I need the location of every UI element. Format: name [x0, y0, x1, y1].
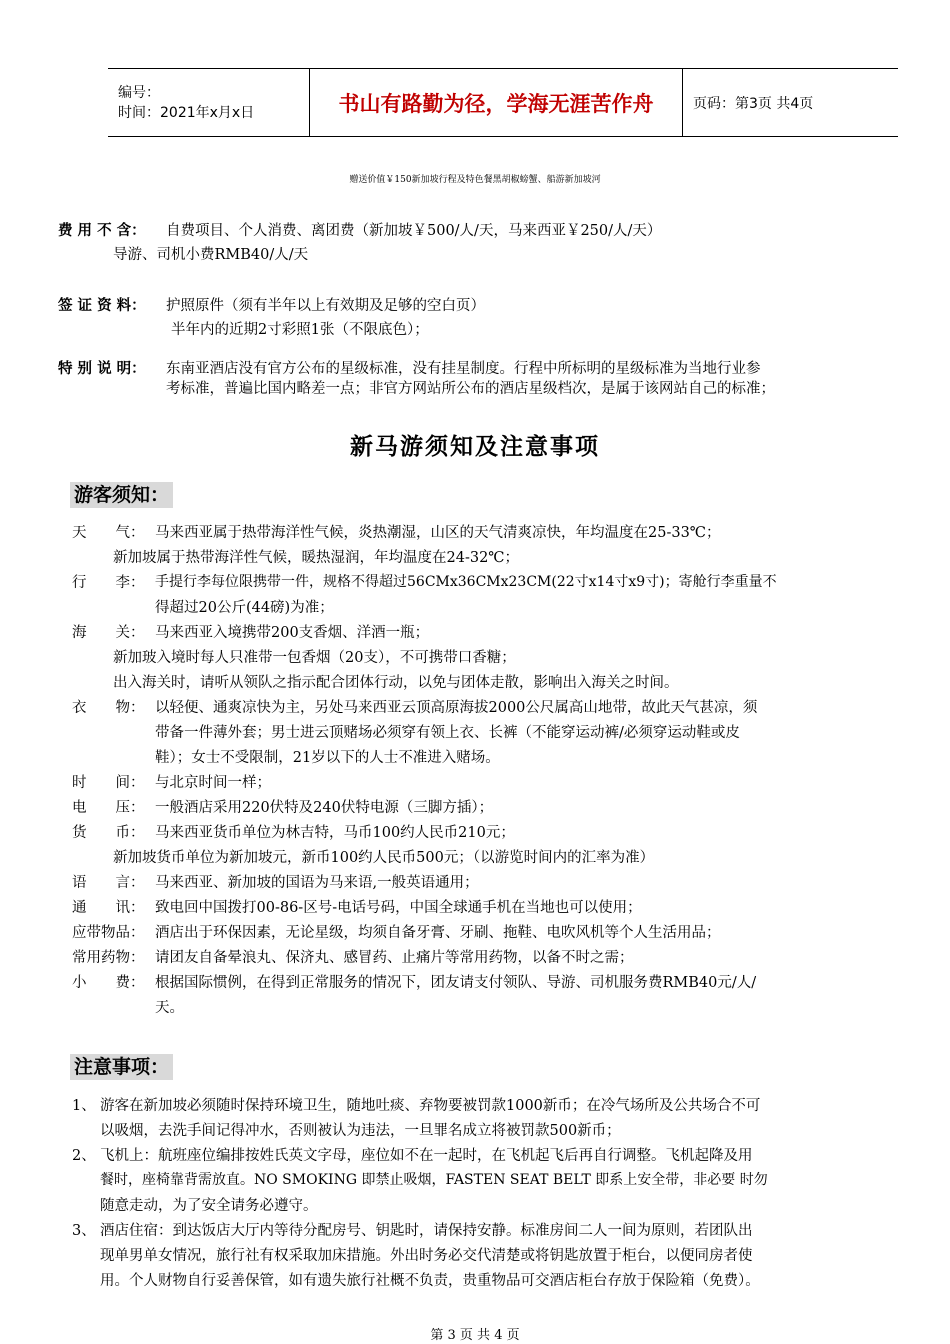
gift-line: 赠送价值￥150新加坡行程及特色餐黑胡椒螃蟹、船游新加坡河	[349, 175, 601, 185]
tips-label: 小 费：	[72, 975, 145, 991]
luggage-line-1: 手提行李每位限携带一件，规格不得超过56CMx36CMx23CM(22寸x14寸x9寸)；寄舱行李重量不	[155, 574, 777, 590]
customs-label: 海 关：	[72, 625, 145, 641]
currency-line-1: 马来西亚货币单位为林吉特，马币100约人民币210元；	[155, 825, 515, 841]
weather-label: 天 气：	[72, 525, 145, 541]
customs-line-2: 新加玻入境时每人只准带一包香烟（20支），不可携带口香糖；	[113, 650, 516, 666]
fees-label: 费 用 不 含：	[58, 222, 146, 239]
header-motto: 书山有路勤为径，学海无涯苦作舟	[338, 91, 654, 116]
customs-line-3: 出入海关时，请听从领队之指示配合团体行动，以免与团体走散，影响出入海关之时间。	[113, 675, 679, 691]
visa-line-2: 半年内的近期2寸彩照1张（不限底色）；	[171, 322, 429, 338]
time-line-1: 与北京时间一样；	[155, 775, 271, 791]
supplies-label: 应带物品：	[72, 925, 145, 941]
attention-item-1-line-2: 以吸烟，去洗手间记得冲水，否则被认为违法，一旦罪名成立将被罚款500新币；	[100, 1123, 621, 1139]
supplies-line-1: 酒店出于环保因素，无论星级，均须自备牙膏、牙刷、拖鞋、电吹风机等个人生活用品；	[155, 925, 721, 941]
fees-line-1: 自费项目、个人消费、离团费（新加坡￥500/人/天，马来西亚￥250/人/天）	[166, 223, 662, 239]
document-number-label: 编号：	[118, 84, 160, 101]
document-time-label: 时间：2021年x月x日	[118, 104, 255, 121]
header-motto-cell	[310, 69, 683, 136]
header-page-cell	[683, 69, 898, 136]
tips-line-1: 根据国际惯例，在得到正常服务的情况下，团友请支付领队、导游、司机服务费RMB40元/人/	[155, 975, 757, 991]
attention-item-2-line-3: 随意走动，为了安全请务必遵守。	[100, 1198, 318, 1214]
attention-item-1-line-1: 游客在新加坡必须随时保持环境卫生，随地吐痰、弃物要被罚款1000新币；在冷气场所及公共场合不可	[100, 1098, 761, 1114]
clothing-line-1: 以轻便、通爽凉快为主，另处马来西亚云顶高原海拔2000公尺属高山地带，故此天气甚凉，须	[155, 700, 758, 716]
clothing-label: 衣 物：	[72, 700, 145, 716]
luggage-label: 行 李：	[72, 575, 145, 591]
weather-line-2: 新加坡属于热带海洋性气候，暖热湿润，年均温度在24-32℃；	[113, 550, 520, 566]
customs-line-1: 马来西亚入境携带200支香烟、洋酒一瓶；	[155, 625, 430, 641]
attention-item-3-line-3: 用。个人财物自行妥善保管，如有遗失旅行社概不负责，贵重物品可交酒店柜台存放于保险箱（免费）。	[100, 1273, 760, 1289]
page-footer: 第 3 页 共 4 页	[430, 1328, 520, 1343]
language-line-1: 马来西亚、新加坡的国语为马来语,一般英语通用；	[155, 875, 479, 891]
clothing-line-3: 鞋）；女士不受限制，21岁以下的人士不准进入赌场。	[155, 750, 500, 766]
tips-line-2: 天。	[155, 1000, 184, 1016]
fees-line-2: 导游、司机小费RMB40/人/天	[113, 247, 309, 263]
attention-item-2-number: 2、	[72, 1148, 96, 1164]
attention-item-3-line-1: 酒店住宿：到达饭店大厅内等待分配房号、钥匙时，请保持安静。标准房间二人一间为原则，若团队出	[100, 1223, 753, 1239]
clothing-line-2: 带备一件薄外套；男士进云顶赌场必须穿有领上衣、长裤（不能穿运动裤/必须穿运动鞋或皮	[155, 725, 740, 741]
currency-line-2: 新加坡货币单位为新加坡元，新币100约人民币500元；（以游览时间内的汇率为准）	[113, 850, 655, 866]
voltage-line-1: 一般酒店采用220伏特及240伏特电源（三脚方插）；	[155, 800, 494, 816]
visa-line-1: 护照原件（须有半年以上有效期及足够的空白页）	[166, 298, 485, 314]
weather-line-1: 马来西亚属于热带海洋性气候，炎热潮湿，山区的天气清爽凉快，年均温度在25-33℃；	[155, 525, 721, 541]
special-label: 特 别 说 明：	[58, 360, 146, 377]
telecom-label: 通 讯：	[72, 900, 145, 916]
header-page-info: 页码：第3页 共4页	[693, 95, 814, 112]
medicine-label: 常用药物：	[72, 950, 145, 966]
attention-item-3-number: 3、	[72, 1223, 96, 1239]
telecom-line-1: 致电回中国拨打00-86-区号-电话号码，中国全球通手机在当地也可以使用；	[155, 900, 642, 916]
time-label: 时 间：	[72, 775, 145, 791]
attention-item-2-line-2: 餐时，座椅靠背需放直。NO SMOKING 即禁止吸烟，FASTEN SEAT BELT 即系上安全带，非必要 时勿	[100, 1172, 768, 1188]
attention-item-2-line-1: 飞机上：航班座位编排按姓氏英文字母，座位如不在一起时，在飞机起飞后再自行调整。飞机起降及用	[100, 1148, 753, 1164]
luggage-line-2: 得超过20公斤(44磅)为准；	[155, 600, 334, 616]
attention-heading: 注意事项：	[70, 1054, 173, 1080]
medicine-line-1: 请团友自备晕浪丸、保济丸、感冒药、止痛片等常用药物，以备不时之需；	[155, 950, 634, 966]
notes-heading: 游客须知：	[70, 482, 173, 508]
header-table	[108, 68, 898, 137]
attention-item-1-number: 1、	[72, 1098, 96, 1114]
attention-item-3-line-2: 现单男单女情况，旅行社有权采取加床措施。外出时务必交代清楚或将钥匙放置于柜台，以便同房者使	[100, 1248, 753, 1264]
main-title: 新马游须知及注意事项	[350, 433, 600, 460]
language-label: 语 言：	[72, 875, 145, 891]
header-left-cell	[108, 69, 310, 136]
visa-label: 签 证 资 料：	[58, 297, 146, 314]
special-line-1: 东南亚酒店没有官方公布的星级标准，没有挂星制度。行程中所标明的星级标准为当地行业参	[166, 361, 761, 377]
voltage-label: 电 压：	[72, 800, 145, 816]
currency-label: 货 币：	[72, 825, 145, 841]
special-line-2: 考标准，普遍比国内略差一点；非官方网站所公布的酒店星级档次，是属于该网站自己的标准；	[166, 381, 775, 397]
